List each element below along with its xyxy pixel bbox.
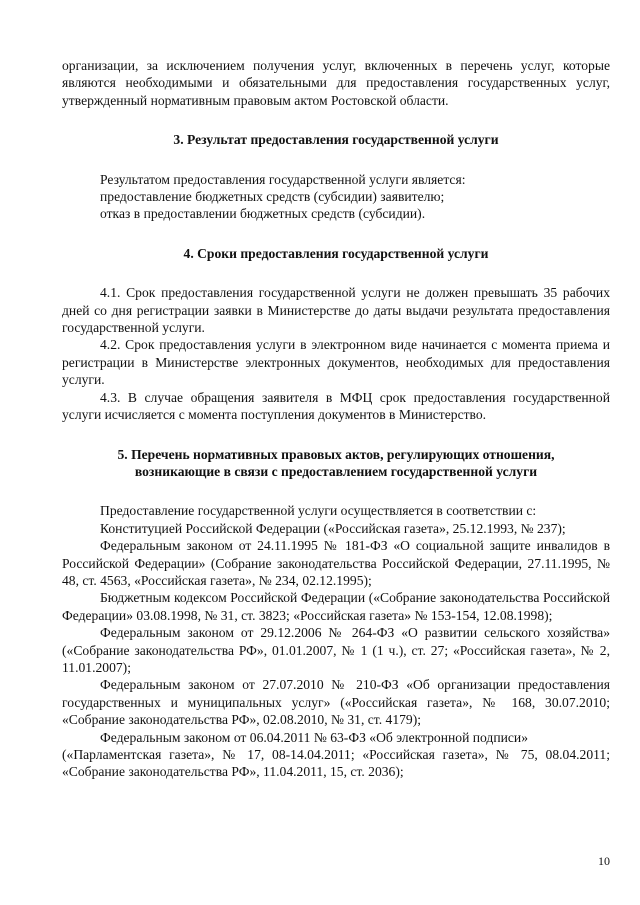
section-5-paragraph: («Парламентская газета», № 17, 08-14.04.2011; «Российская газета», № 75, 08.04.2011; «Собрание законодательства РФ», 11.04.2011, 15, ст. 2036); xyxy=(62,747,610,780)
section-5-heading-line-1: 5. Перечень нормативных правовых актов, регулирующих отношения, xyxy=(117,446,555,462)
section-3-line: Результатом предоставления государственной услуги является: xyxy=(100,171,466,187)
section-4-heading: 4. Сроки предоставления государственной услуги xyxy=(183,245,489,261)
section-4-paragraph: 4.3. В случае обращения заявителя в МФЦ срок предоставления государственной услуги исчисляется с момента поступления документов в Министерство. xyxy=(62,389,610,423)
section-5-paragraph: Федеральным законом от 27.07.2010 № 210-ФЗ «Об организации предоставления государственных и муниципальных услуг» («Российская газета», № 168, 30.07.2010; «Собрание законодательства РФ», 02.08.2010, № 31, ст. 4179); xyxy=(62,677,610,728)
section-3-heading: 3. Результат предоставления государственной услуги xyxy=(173,132,499,148)
section-5-heading-line-2: возникающие в связи с предоставлением государственной услуги xyxy=(134,463,538,479)
section-3-line: отказ в предоставлении бюджетных средств (субсидии). xyxy=(100,206,426,222)
section-5-paragraph: Федеральным законом от 29.12.2006 № 264-ФЗ «О развитии сельского хозяйства» («Собрание законодательства РФ», 01.01.2007, № 1 (1 ч.), ст. 27; «Российская газета», № 2, 11.01.2007); xyxy=(62,625,610,675)
section-5-heading xyxy=(62,446,610,481)
intro-paragraph: организации, за исключением получения услуг, включенных в перечень услуг, которые являются необходимыми и обязательными для предоставления государственных услуг, утвержденный нормативным правовым актом Ростовской области. xyxy=(62,58,610,108)
section-4-paragraph: 4.1. Срок предоставления государственной услуги не должен превышать 35 рабочих дней со дня регистрации заявки в Министерстве до даты выдачи результата предоставления государственной услуги. xyxy=(62,285,610,336)
page-content xyxy=(62,57,610,781)
page-number: 10 xyxy=(598,854,610,868)
section-5-paragraph: Конституцией Российской Федерации («Российская газета», 25.12.1993, № 237); xyxy=(100,520,566,536)
section-5-paragraph: Федеральным законом от 24.11.1995 № 181-ФЗ «О социальной защите инвалидов в Российской Федерации» (Собрание законодательства Российской Федерации, 27.11.1995, № 48, ст. 4563, «Российская газета», № 234, 02.12.1995); xyxy=(62,538,610,588)
section-5-paragraph: Бюджетным кодексом Российской Федерации («Собрание законодательства Российской Федерации» 03.08.1998, № 31, ст. 3823; «Российская газета» № 153-154, 12.08.1998); xyxy=(62,590,610,623)
section-3-line: предоставление бюджетных средств (субсидии) заявителю; xyxy=(100,189,445,205)
section-5-paragraph: Федеральным законом от 06.04.2011 № 63-ФЗ «Об электронной подписи» xyxy=(100,729,529,745)
section-5-paragraph: Предоставление государственной услуги осуществляется в соответствии с: xyxy=(100,503,537,519)
section-4-paragraph: 4.2. Срок предоставления услуги в электронном виде начинается с момента приема и регистрации в Министерстве электронных документов, необходимых для предоставления услуги. xyxy=(62,337,610,388)
